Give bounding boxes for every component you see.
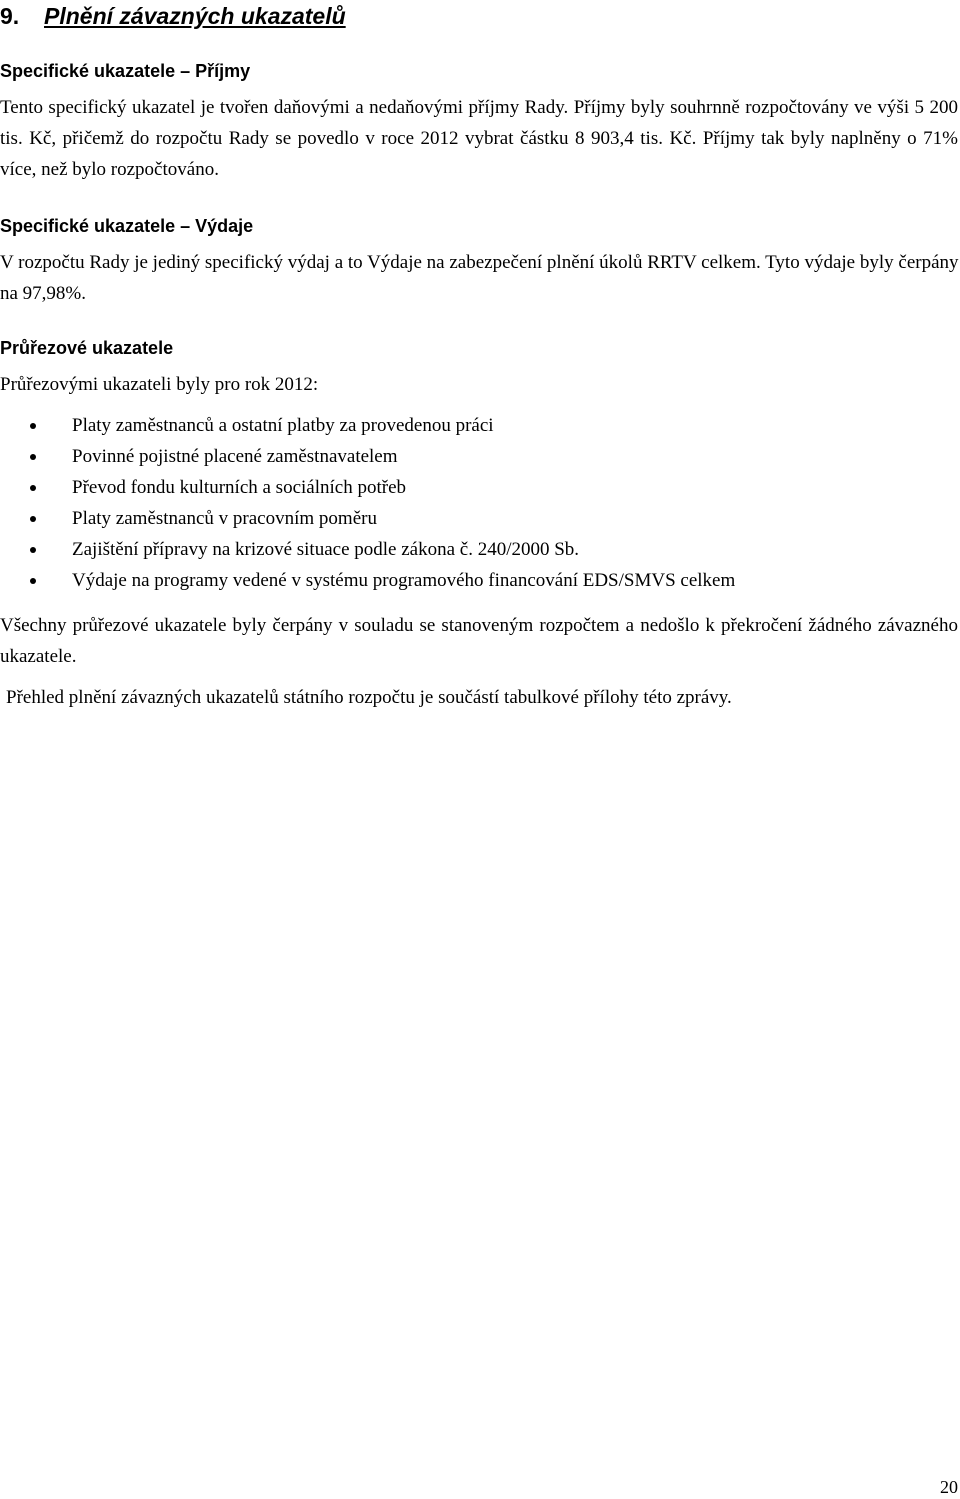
section-heading (0, 0, 346, 32)
list-item-text: Zajištění přípravy na krizové situace podle zákona č. 240/2000 Sb. (72, 539, 580, 560)
crosscutting-heading: Průřezové ukazatele (0, 338, 174, 358)
list-item (0, 441, 958, 472)
crosscutting-intro: Průřezovými ukazateli byly pro rok 2012: (0, 374, 319, 395)
revenue-paragraph: Tento specifický ukazatel je tvořen daňovými a nedaňovými příjmy Rady. Příjmy byly souhrnně rozpočtovány ve výši 5 200 tis. Kč, přičemž do rozpočtu Rady se povedlo v roce 2012 vybrat částku 8 903,4 tis. Kč. Příjmy tak byly naplněny o 71% více, než bylo rozpočtováno. (0, 97, 958, 180)
bullet-icon (30, 485, 36, 491)
section-number: 9. (0, 3, 20, 29)
bullet-icon (30, 516, 36, 522)
bullet-icon (30, 423, 36, 429)
list-item-text: Platy zaměstnanců v pracovním poměru (72, 508, 377, 529)
list-item (0, 472, 958, 503)
revenue-heading: Specifické ukazatele – Příjmy (0, 61, 251, 81)
bullet-icon (30, 578, 36, 584)
list-item (0, 565, 958, 596)
bullet-icon (30, 547, 36, 553)
list-item (0, 503, 958, 534)
crosscutting-conclusion: Všechny průřezové ukazatele byly čerpány v souladu se stanoveným rozpočtem a nedošlo k překročení žádného závazného ukazatele. (0, 615, 958, 667)
list-item-text: Výdaje na programy vedené v systému programového financování EDS/SMVS celkem (72, 570, 736, 591)
bullet-icon (30, 454, 36, 460)
list-item-text: Platy zaměstnanců a ostatní platby za provedenou práci (72, 415, 494, 436)
section-title: Plnění závazných ukazatelů (44, 3, 346, 29)
list-item (0, 410, 958, 441)
list-item-text: Povinné pojistné placené zaměstnavatelem (72, 446, 398, 467)
expenses-paragraph: V rozpočtu Rady je jediný specifický výdaj a to Výdaje na zabezpečení plnění úkolů RRTV celkem. Tyto výdaje byly čerpány na 97,98%. (0, 252, 959, 304)
overview-paragraph: Přehled plnění závazných ukazatelů státního rozpočtu je součástí tabulkové přílohy této zprávy. (6, 687, 732, 708)
expenses-heading: Specifické ukazatele – Výdaje (0, 216, 254, 236)
crosscutting-list (0, 410, 958, 596)
page-number: 20 (940, 1477, 958, 1497)
list-item (0, 534, 958, 565)
list-item-text: Převod fondu kulturních a sociálních potřeb (72, 477, 407, 498)
